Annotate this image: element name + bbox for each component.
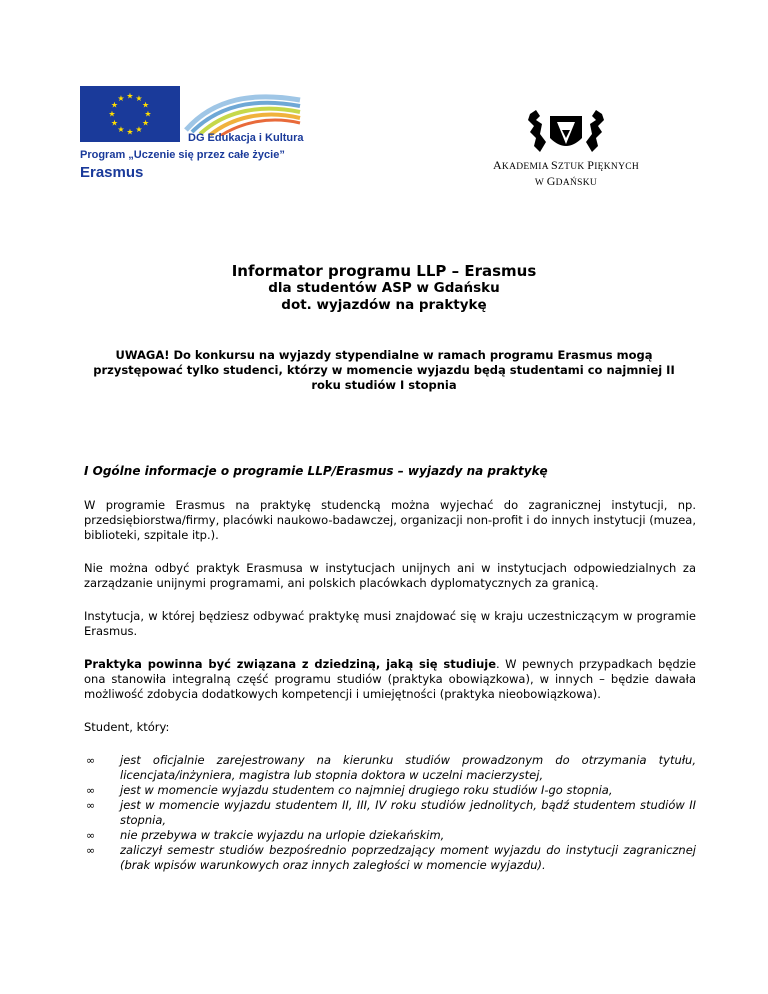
paragraph-1: W programie Erasmus na praktykę studencką można wyjechać do zagranicznej instytucji, np. przedsiębiorstwa/firmy, placówki naukowo-badawczej, organizacji non-profit i do innych instytucji (muzea, biblioteki, szpitale itp.). xyxy=(84,498,696,542)
eu-llp-erasmus-logo xyxy=(80,86,320,186)
eu-star-icon: ★ xyxy=(110,100,118,110)
eu-star-icon: ★ xyxy=(135,125,143,135)
asp-letters: KADEMIA xyxy=(501,162,552,172)
asp-letter: S xyxy=(551,158,558,172)
llp-swoosh-icon xyxy=(184,90,302,136)
list-item xyxy=(86,828,696,843)
asp-letter: G xyxy=(546,174,556,188)
asp-name xyxy=(476,158,656,190)
list-item-text: jest oficjalnie zarejestrowany na kierunku studiów prowadzonym do otrzymania tytułu, licencjata/inżyniera, magistra lub stopnia doktora w uczelni macierzystej, xyxy=(120,753,696,782)
asp-name-line2 xyxy=(476,174,656,190)
paragraph-3: Instytucja, w której będziesz odbywać praktykę musi znajdować się w kraju uczestniczącym w programie Erasmus. xyxy=(84,609,696,638)
asp-letters: ZTUK xyxy=(558,162,588,172)
eu-star-icon: ★ xyxy=(142,118,150,128)
asp-letters: DAŃSKU xyxy=(555,178,598,188)
document-subtitle-2: dot. wyjazdów na praktykę xyxy=(281,297,487,313)
eu-star-icon: ★ xyxy=(142,100,150,110)
bullet-icon: ∞ xyxy=(86,784,96,797)
eu-star-icon: ★ xyxy=(108,109,116,119)
paragraph-4-emphasis: Praktyka powinna być związana z dziedziną, jaką się studiuje xyxy=(84,657,497,671)
asp-letters: IĘKNYCH xyxy=(594,162,640,172)
eu-star-icon: ★ xyxy=(126,127,134,137)
asp-gdansk-logo xyxy=(476,108,656,188)
eu-star-icon: ★ xyxy=(117,125,125,135)
section-heading: I Ogólne informacje o programie LLP/Erasmus – wyjazdy na praktykę xyxy=(84,464,548,478)
warning-notice: UWAGA! Do konkursu na wyjazdy stypendialne w ramach programu Erasmus mogą przystępować tylko studenci, którzy w momencie wyjazdu będą studentami co najmniej II roku studiów I stopnia xyxy=(93,348,675,392)
list-item-text: nie przebywa w trakcie wyjazdu na urlopie dziekańskim, xyxy=(120,828,445,842)
list-item-text: jest w momencie wyjazdu studentem II, III, IV roku studiów jednolitych, bądź studentem studiów II stopnia, xyxy=(120,798,696,827)
paragraph-5: Student, który: xyxy=(84,720,170,734)
list-item-text: jest w momencie wyjazdu studentem co najmniej drugiego roku studiów I-go stopnia, xyxy=(120,783,613,797)
eu-flag-icon xyxy=(80,86,180,142)
asp-letters: W xyxy=(534,178,547,188)
list-item xyxy=(86,753,696,783)
asp-letter: A xyxy=(492,158,502,172)
eu-star-icon: ★ xyxy=(135,93,143,103)
erasmus-label: Erasmus xyxy=(80,164,144,181)
eu-star-icon: ★ xyxy=(117,93,125,103)
list-item xyxy=(86,843,696,873)
bullet-icon: ∞ xyxy=(86,829,96,842)
asp-letter: P xyxy=(587,158,595,172)
list-item xyxy=(86,783,696,798)
list-item xyxy=(86,798,696,828)
paragraph-4-rest: . W pewnych przypadkach będzie ona stanowiła integralną część programu studiów (praktyka obowiązkowa), w innych – będzie dawała możliwość zdobycia dodatkowych kompetencji i umiejętności (praktyka nieobowiązkowa). xyxy=(84,657,697,701)
list-item-text: zaliczył semestr studiów bezpośrednio poprzedzający moment wyjazdu do instytucji zagranicznej (brak wpisów warunkowych oraz innych zaległości w momencie wyjazdu). xyxy=(120,843,696,872)
section-content xyxy=(84,464,696,873)
paragraph-2: Nie można odbyć praktyk Erasmusa w instytucjach unijnych ani w instytucjach odpowiedzialnych za zarządzanie unijnymi programami, ani polskich placówkach dyplomatycznych za granicą. xyxy=(84,561,696,590)
eu-star-icon: ★ xyxy=(126,91,134,101)
paragraph-4 xyxy=(84,657,696,702)
document-subtitle-1: dla studentów ASP w Gdańsku xyxy=(268,280,500,296)
asp-name-line1 xyxy=(476,158,656,174)
document-title: Informator programu LLP – Erasmus xyxy=(231,262,537,280)
eu-star-icon: ★ xyxy=(110,118,118,128)
eu-star-icon: ★ xyxy=(144,109,152,119)
dg-education-label: DG Edukacja i Kultura xyxy=(188,132,304,144)
program-label: Program „Uczenie się przez całe życie” xyxy=(80,149,285,161)
bullet-icon: ∞ xyxy=(86,844,96,857)
bullet-icon: ∞ xyxy=(86,754,96,767)
document-title-block xyxy=(84,262,684,314)
asp-emblem-icon xyxy=(526,108,606,154)
requirements-list xyxy=(84,753,696,873)
bullet-icon: ∞ xyxy=(86,799,96,812)
